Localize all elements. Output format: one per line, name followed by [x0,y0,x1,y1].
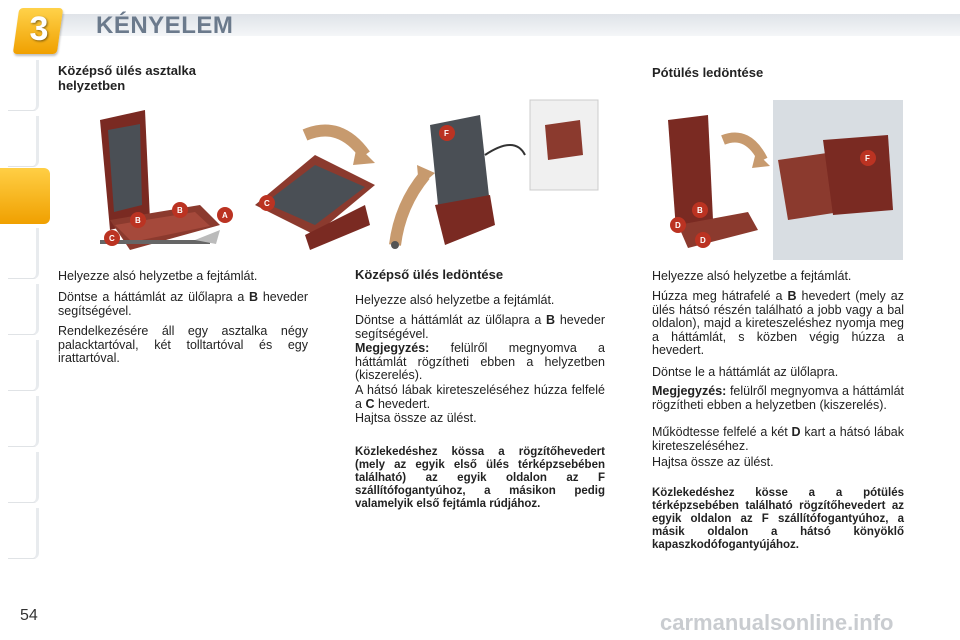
left-p3: Rendelkezésére áll egy asztalka négy palacktartóval, két tolltartóval és egy irattartóval. [58,324,308,365]
side-tab[interactable] [8,284,39,335]
page-number: 54 [20,607,38,624]
side-tab[interactable] [8,452,39,503]
section-heading-table-position: Középső ülés asztalka helyzetben [58,63,196,93]
seat-table-figure [70,100,240,260]
left-p2: Döntse a háttámlát az ülőlapra a B heveder segítségével. [58,290,308,318]
svg-text:F: F [444,129,449,138]
watermark: carmanualsonline.info [660,610,894,635]
middle-p5: Hajtsa össze az ülést. [355,411,477,425]
label-d-badge [670,217,686,233]
label-b-badge-2 [172,202,188,218]
chapter-number: 3 [29,10,49,48]
label-b-badge [130,212,146,228]
svg-text:F: F [865,154,870,163]
side-tab[interactable] [8,228,39,279]
right-transport-note: Közlekedéshez kösse a a pótülés térképzsebében található rögzítőhevedert az egyik oldalon az F szállítófogantyúhoz, a másik oldalon a hátsó könyöklő kapaszkodófogantyújához. [652,487,904,551]
middle-note: Megjegyzés: felülről megnyomva a háttámlát rögzítheti ebben a helyzetben (kiszerelés). [355,341,605,382]
middle-p1: Helyezze alsó helyzetbe a fejtámlát. [355,293,555,307]
svg-text:B: B [135,216,141,225]
label-c-badge [259,195,275,211]
side-tab[interactable] [8,340,39,391]
extra-seat-figure [648,100,903,260]
middle-p2: Döntse a háttámlát az ülőlapra a B heveder segítségével. [355,313,605,341]
middle-transport-note: Közlekedéshez kössa a rögzítőhevedert (mely az egyik első ülés térképzsebében található) az egyik oldalon az F szállítófogantyúhoz, a másikon pedig valamelyik első fejtámla rúdjához. [355,446,605,510]
svg-text:B: B [697,206,703,215]
page-header [0,0,960,58]
middle-seat-folding-figure [245,95,600,255]
section-heading-extra-seat: Pótülés ledöntése [652,65,764,80]
right-p2: Húzza meg hátrafelé a B hevedert (mely az ülés hátsó részén található a jobb vagy a bal oldalon), majd a kireteszeléshez nyomja meg a háttámlát, s közben végig húzza a hevedert. [652,289,904,357]
svg-text:D: D [675,221,681,230]
svg-text:C: C [264,199,270,208]
side-tab[interactable] [8,396,39,447]
svg-text:A: A [222,211,228,220]
svg-text:C: C [109,234,115,243]
label-d-badge-2 [695,232,711,248]
side-tab[interactable] [8,508,39,559]
right-p1: Helyezze alsó helyzetbe a fejtámlát. [652,269,852,283]
label-b-badge [692,202,708,218]
side-tab-active[interactable] [0,168,50,224]
chapter-title: KÉNYELEM [96,12,234,39]
side-tab[interactable] [8,116,39,167]
label-f-badge [860,150,876,166]
right-p6: Hajtsa össze az ülést. [652,455,774,469]
middle-p4: A hátsó lábak kireteszeléséhez húzza felfelé a C hevedert. [355,383,605,411]
chapter-side-tabs [0,60,38,580]
label-c-badge [104,230,120,246]
side-tab[interactable] [8,60,39,111]
label-a-badge [217,207,233,223]
right-note: Megjegyzés: felülről megnyomva a háttámlát rögzítheti ebben a helyzetben (kiszerelés). [652,384,904,412]
label-f-badge [439,125,455,141]
svg-text:D: D [700,236,706,245]
svg-text:B: B [177,206,183,215]
left-p1: Helyezze alsó helyzetbe a fejtámlát. [58,269,258,283]
right-p3: Döntse le a háttámlát az ülőlapra. [652,365,839,379]
section-heading-middle-fold: Középső ülés ledöntése [355,267,504,282]
right-p5: Működtesse felfelé a két D kart a hátsó lábak kireteszeléséhez. [652,425,904,453]
